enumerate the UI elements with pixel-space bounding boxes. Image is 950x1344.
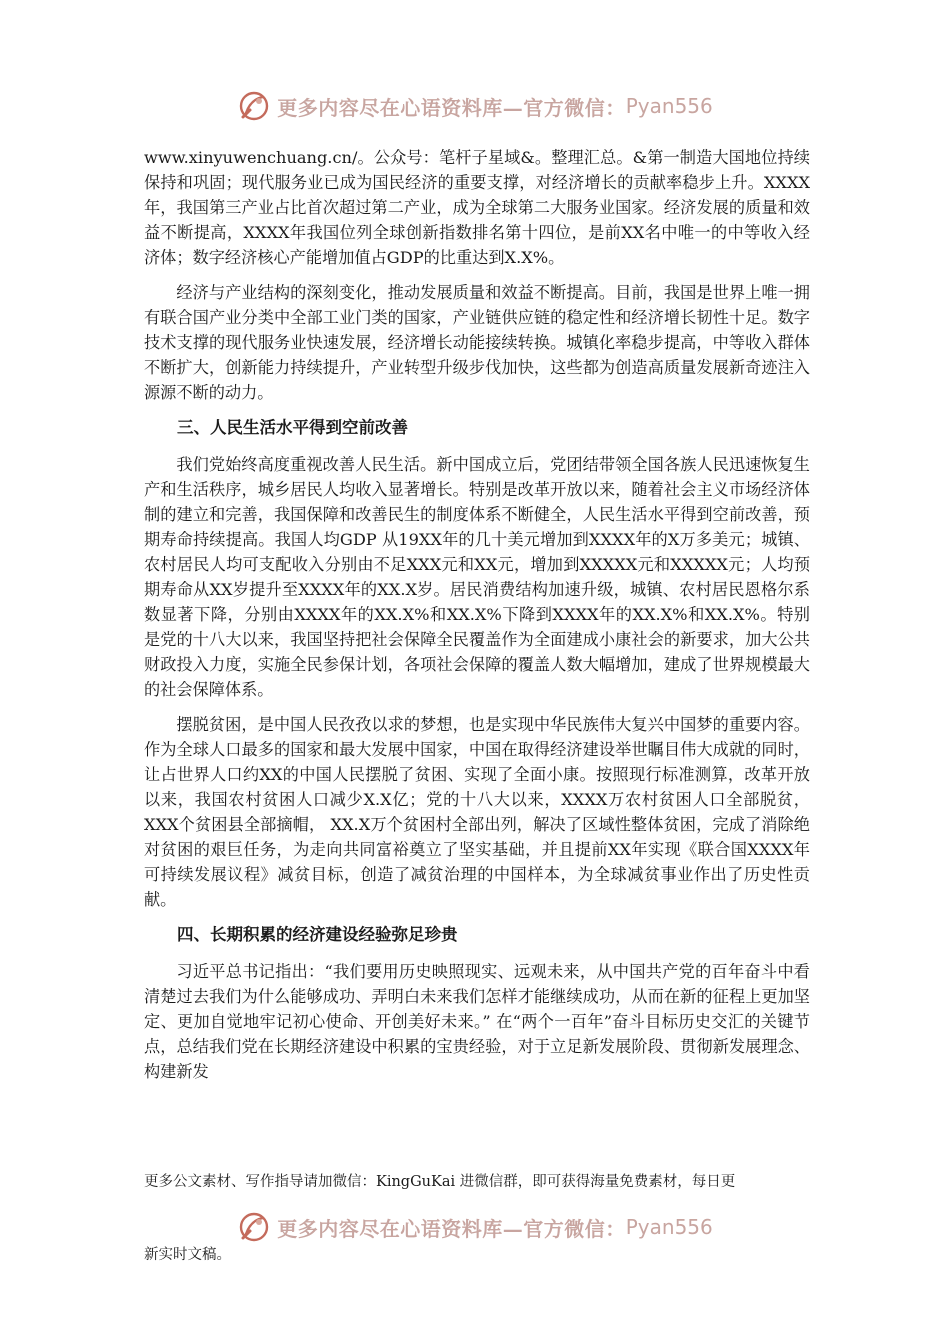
watermark-banner-bottom [0,1207,950,1247]
footer-note: 更多公文素材、写作指导请加微信：KingGuKai 进微信群，即可获得海量免费素材，每日更 [144,1174,736,1190]
section-heading-4: 四、长期积累的经济建设经验弥足珍贵 [177,925,458,944]
footer-note-tail: 新实时文稿。 [144,1247,231,1263]
watermark-wechat: Pyan556 [625,1215,713,1239]
watermark-text: 更多内容尽在心语资料库—官方微信： [277,95,626,120]
watermark-wechat: Pyan556 [625,94,713,118]
section-heading-3: 三、人民生活水平得到空前改善 [177,418,408,437]
paragraph-4: 摆脱贫困，是中国人民孜孜以求的梦想，也是实现中华民族伟大复兴中国梦的重要内容。作为全球人口最多的国家和最大发展中国家，中国在取得经济建设举世瞩目伟大成就的同时，让占世界人口约XX的中国人民摆脱了贫困、实现了全面小康。按照现行标准测算，改革开放以来，我国农村贫困人口减少X.X亿；党的十八大以来，XXXX万农村贫困人口全部脱贫，XXX个贫困县全部摘帽， XX.X万个贫困村全部出列，解决了区域性整体贫困，完成了消除绝对贫困的艰巨任务，为走向共同富裕奠立了坚实基础，并且提前XX年实现《联合国XXXX年可持续发展议程》减贫目标，创造了减贫治理的中国样本，为全球减贫事业作出了历史性贡献。 [144,715,810,909]
paragraph-1: www.xinyuwenchuang.cn/。公众号：笔杆子星域&。整理汇总。&第一制造大国地位持续保持和巩固；现代服务业已成为国民经济的重要支撑，对经济增长的贡献率稳步上升。XXXX年，我国第三产业占比首次超过第二产业，成为全球第二大服务业国家。经济发展的质量和效益不断提高，XXXX年我国位列全球创新指数排名第十四位，是前XX名中唯一的中等收入经济体；数字经济核心产能增加值占GDP的比重达到X.X%。 [144,148,810,267]
paragraph-2: 经济与产业结构的深刻变化，推动发展质量和效益不断提高。目前，我国是世界上唯一拥有联合国产业分类中全部工业门类的国家，产业链供应链的稳定性和经济增长韧性十足。数字技术支撑的现代服务业快速发展，经济增长动能接续转换。城镇化率稳步提高，中等收入群体不断扩大，创新能力持续提升，产业转型升级步伐加快，这些都为创造高质量发展新奇迹注入源源不断的动力。 [144,283,810,402]
brand-logo-icon [237,1210,271,1244]
paragraph-5: 习近平总书记指出：“我们要用历史映照现实、远观未来，从中国共产党的百年奋斗中看清楚过去我们为什么能够成功、弄明白未来我们怎样才能继续成功，从而在新的征程上更加坚定、更加自觉地牢记初心使命、开创美好未来。” 在“两个一百年”奋斗目标历史交汇的关键节点，总结我们党在长期经济建设中积累的宝贵经验，对于立足新发展阶段、贯彻新发展理念、构建新发 [144,962,810,1081]
document-body [144,145,810,1094]
brand-logo-icon [237,89,271,123]
paragraph-3: 我们党始终高度重视改善人民生活。新中国成立后，党团结带领全国各族人民迅速恢复生产和生活秩序，城乡居民人均收入显著增长。特别是改革开放以来，随着社会主义市场经济体制的建立和完善，我国保障和改善民生的制度体系不断健全，人民生活水平得到空前改善，预期寿命持续提高。我国人均GDP 从19XX年的几十美元增加到XXXX年的X万多美元；城镇、农村居民人均可支配收入分别由不足XXX元和XX元，增加到XXXXX元和XXXXX元；人均预期寿命从XX岁提升至XXXX年的XX.X岁。居民消费结构加速升级，城镇、农村居民恩格尔系数显著下降，分别由XXXX年的XX.X%和XX.X%下降到XXXX年的XX.X%和XX.X%。特别是党的十八大以来，我国坚持把社会保障全民覆盖作为全面建成小康社会的新要求，加大公共财政投入力度，实施全民参保计划，各项社会保障的覆盖人数大幅增加，建成了世界规模最大的社会保障体系。 [144,455,810,699]
watermark-banner-top [0,86,950,126]
watermark-text: 更多内容尽在心语资料库—官方微信： [277,1216,626,1241]
